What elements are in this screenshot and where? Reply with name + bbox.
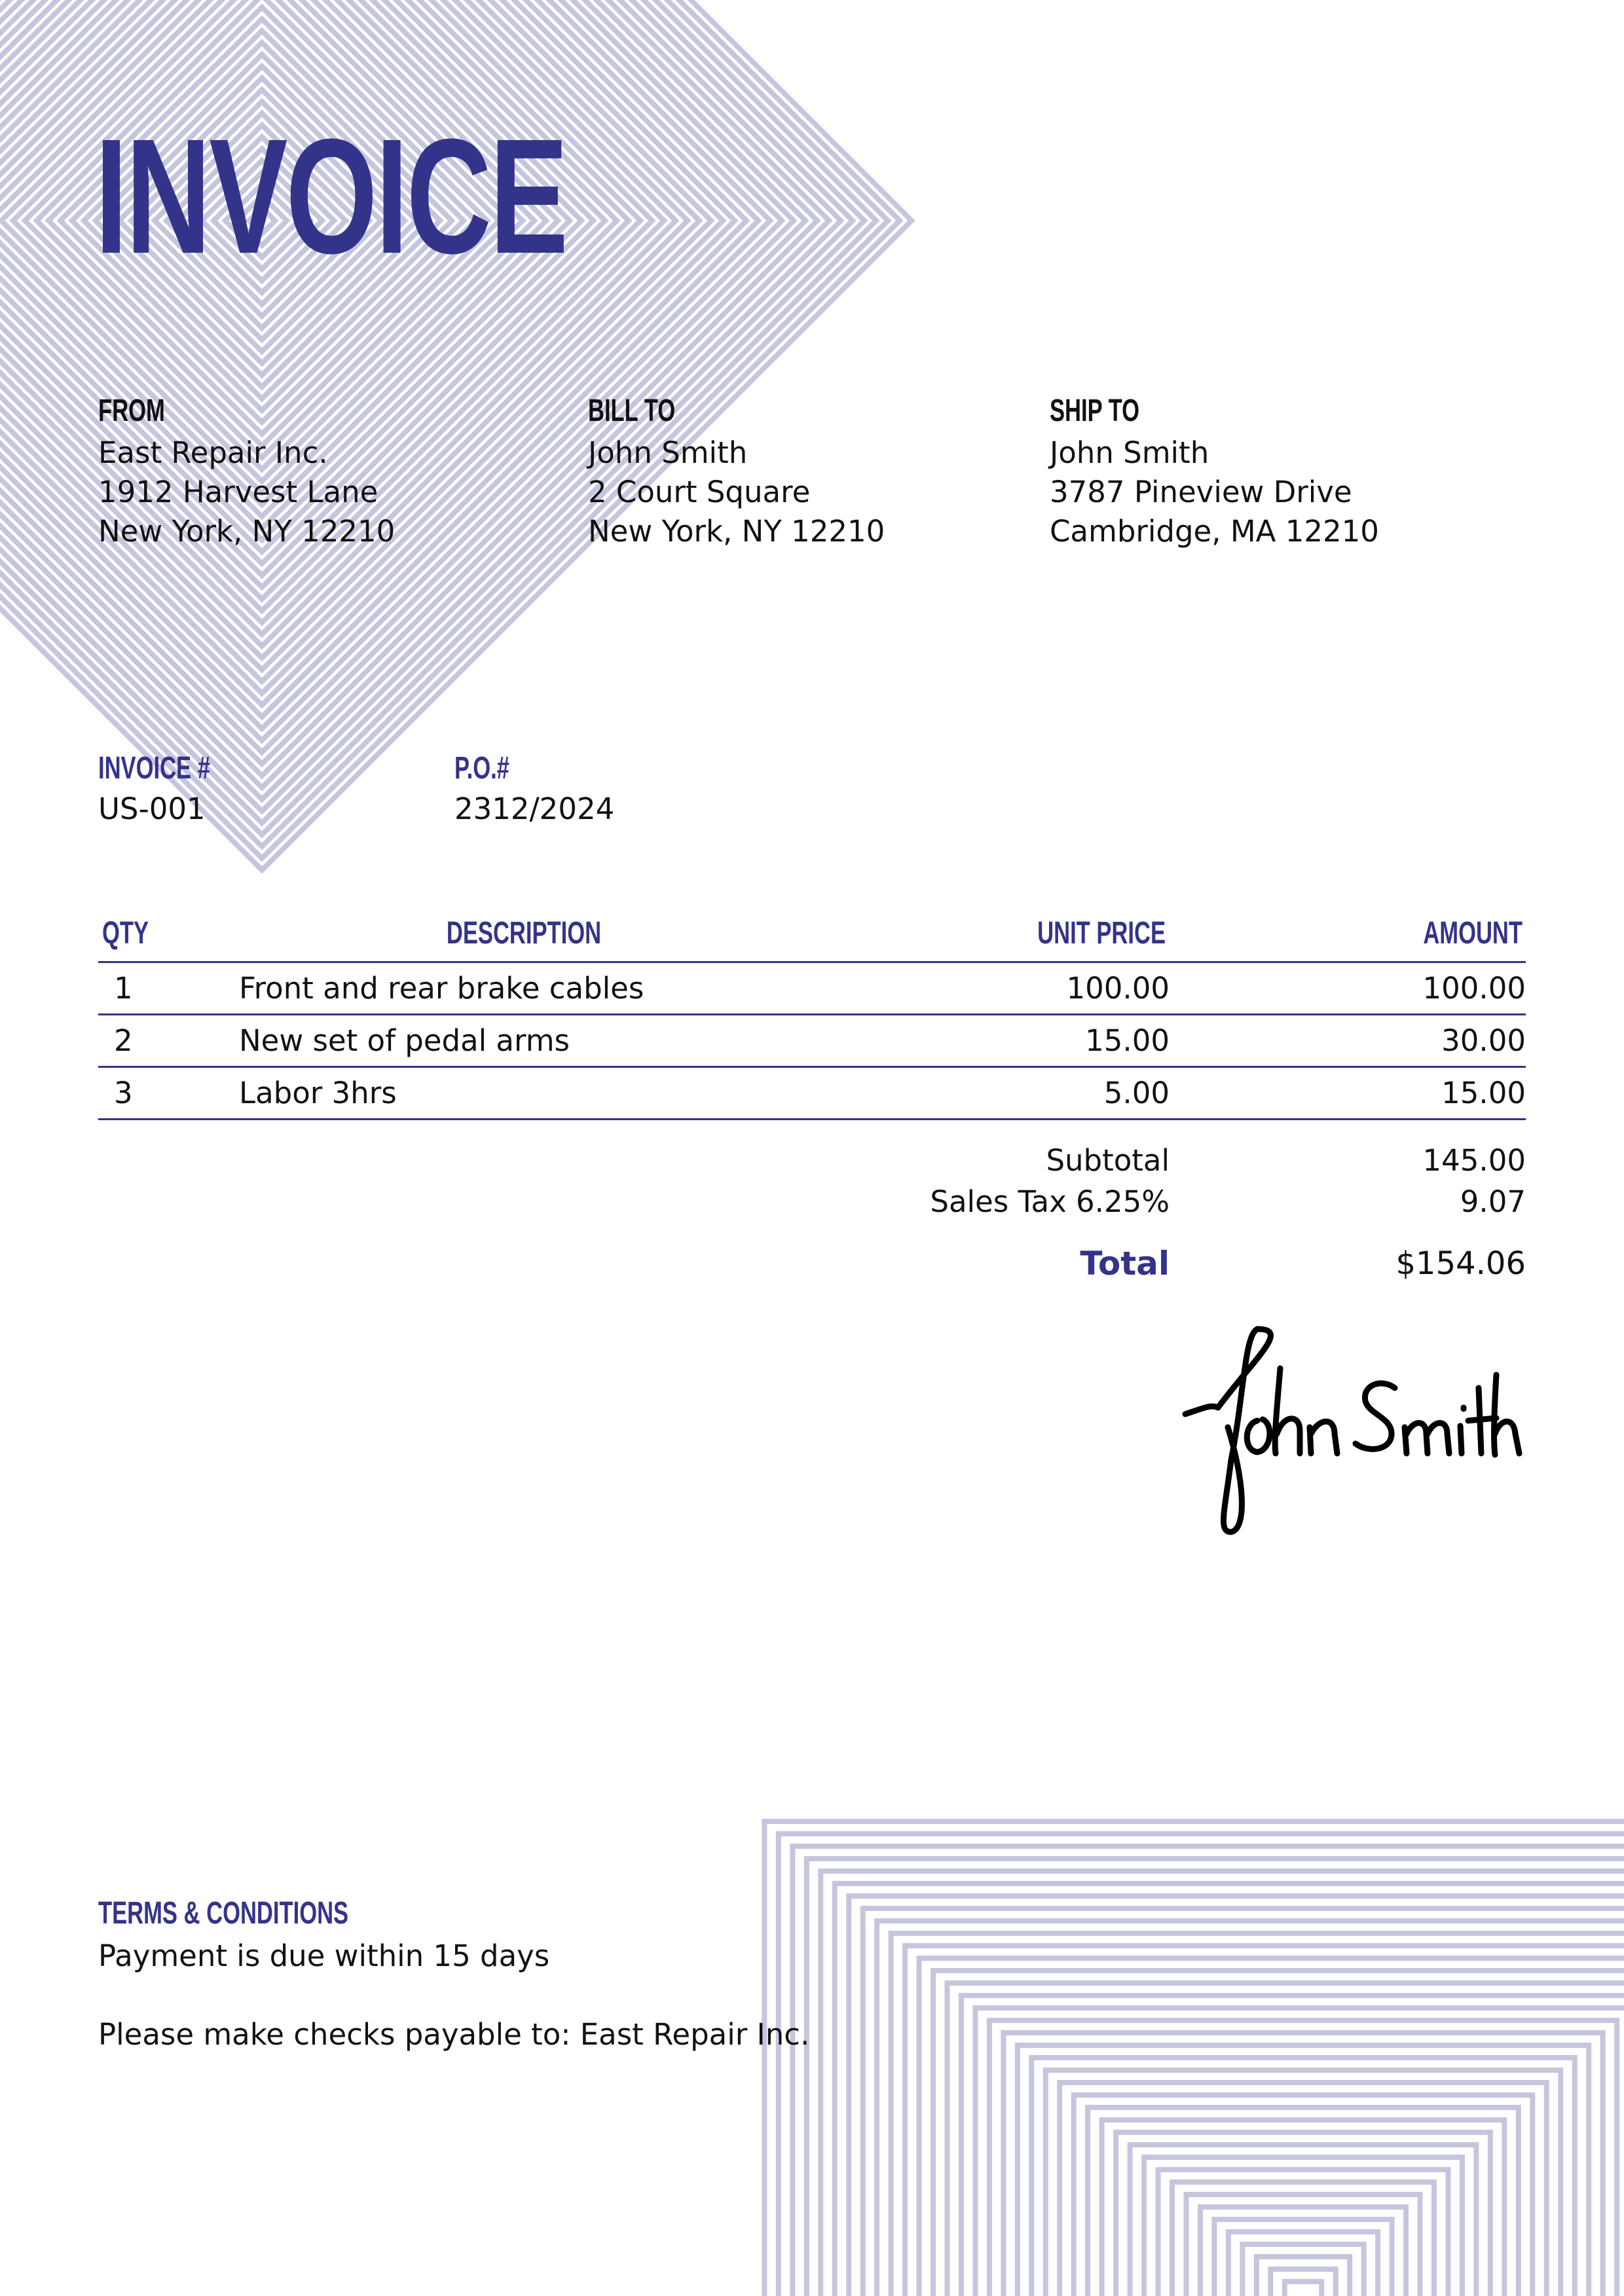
from-address: [98, 433, 395, 551]
ship-to-label: SHIP TO: [1050, 393, 1140, 428]
terms-label: TERMS & CONDITIONS: [98, 1896, 349, 1931]
table-divider: [98, 961, 1526, 963]
invoice-title: INVOICE: [95, 105, 566, 287]
row-description: Labor 3hrs: [239, 1076, 397, 1110]
ship-to-line: John Smith: [1050, 435, 1209, 470]
ship-to-line: Cambridge, MA 12210: [1050, 514, 1379, 549]
pattern-line: [947, 1983, 1624, 2296]
row-description: New set of pedal arms: [239, 1023, 570, 1058]
row-unit-price: 15.00: [1085, 1023, 1170, 1058]
table-row: [0, 969, 1624, 1008]
row-amount: 15.00: [1441, 1076, 1526, 1110]
sales-tax-value: 9.07: [1460, 1184, 1526, 1219]
bill-to-address: [588, 433, 885, 551]
row-amount: 100.00: [1422, 971, 1526, 1006]
terms-line-2: Please make checks payable to: East Repair Inc.: [98, 2017, 810, 2052]
subtotal-label: Subtotal: [1046, 1143, 1170, 1178]
row-qty: 3: [114, 1076, 133, 1110]
from-label: FROM: [98, 393, 165, 428]
row-qty: 1: [114, 971, 133, 1006]
signature-image: [1166, 1316, 1532, 1545]
po-number-label: P.O.#: [454, 751, 509, 786]
square-line-pattern: [764, 1821, 1624, 2296]
table-row: [0, 1074, 1624, 1113]
ship-to-line: 3787 Pineview Drive: [1050, 475, 1352, 509]
terms-line-1: Payment is due within 15 days: [98, 1939, 550, 1973]
pattern-line: [1060, 2083, 1547, 2296]
from-line: 1912 Harvest Lane: [98, 475, 378, 509]
total-value: $154.06: [1395, 1245, 1526, 1282]
pattern-line: [1228, 2232, 1378, 2296]
description-header: DESCRIPTION: [446, 916, 602, 951]
table-row: [0, 1021, 1624, 1061]
from-line: East Repair Inc.: [98, 435, 328, 470]
table-divider: [98, 1066, 1526, 1068]
table-divider: [98, 1013, 1526, 1015]
amount-header: AMOUNT: [1423, 916, 1522, 951]
bill-to-line: 2 Court Square: [588, 475, 811, 509]
row-unit-price: 5.00: [1103, 1076, 1170, 1110]
row-unit-price: 100.00: [1066, 971, 1170, 1006]
pattern-line: [1144, 2157, 1462, 2296]
invoice-number-value: US-001: [98, 792, 206, 826]
qty-header: QTY: [102, 916, 149, 951]
table-divider: [98, 1118, 1526, 1120]
total-label: Total: [1080, 1245, 1170, 1283]
bill-to-label: BILL TO: [588, 393, 676, 428]
unit-price-header: UNIT PRICE: [1037, 916, 1166, 951]
from-line: New York, NY 12210: [98, 514, 396, 549]
subtotal-value: 145.00: [1422, 1143, 1526, 1178]
sales-tax-label: Sales Tax 6.25%: [930, 1184, 1170, 1219]
row-description: Front and rear brake cables: [239, 971, 644, 1006]
row-qty: 2: [114, 1023, 133, 1058]
bill-to-line: New York, NY 12210: [588, 514, 885, 549]
pattern-line: [1172, 2182, 1434, 2296]
po-number-value: 2312/2024: [454, 792, 615, 826]
invoice-number-label: INVOICE #: [98, 751, 210, 786]
bill-to-line: John Smith: [588, 435, 748, 470]
pattern-line: [1285, 2282, 1322, 2296]
ship-to-address: [1050, 433, 1379, 551]
row-amount: 30.00: [1441, 1023, 1526, 1058]
